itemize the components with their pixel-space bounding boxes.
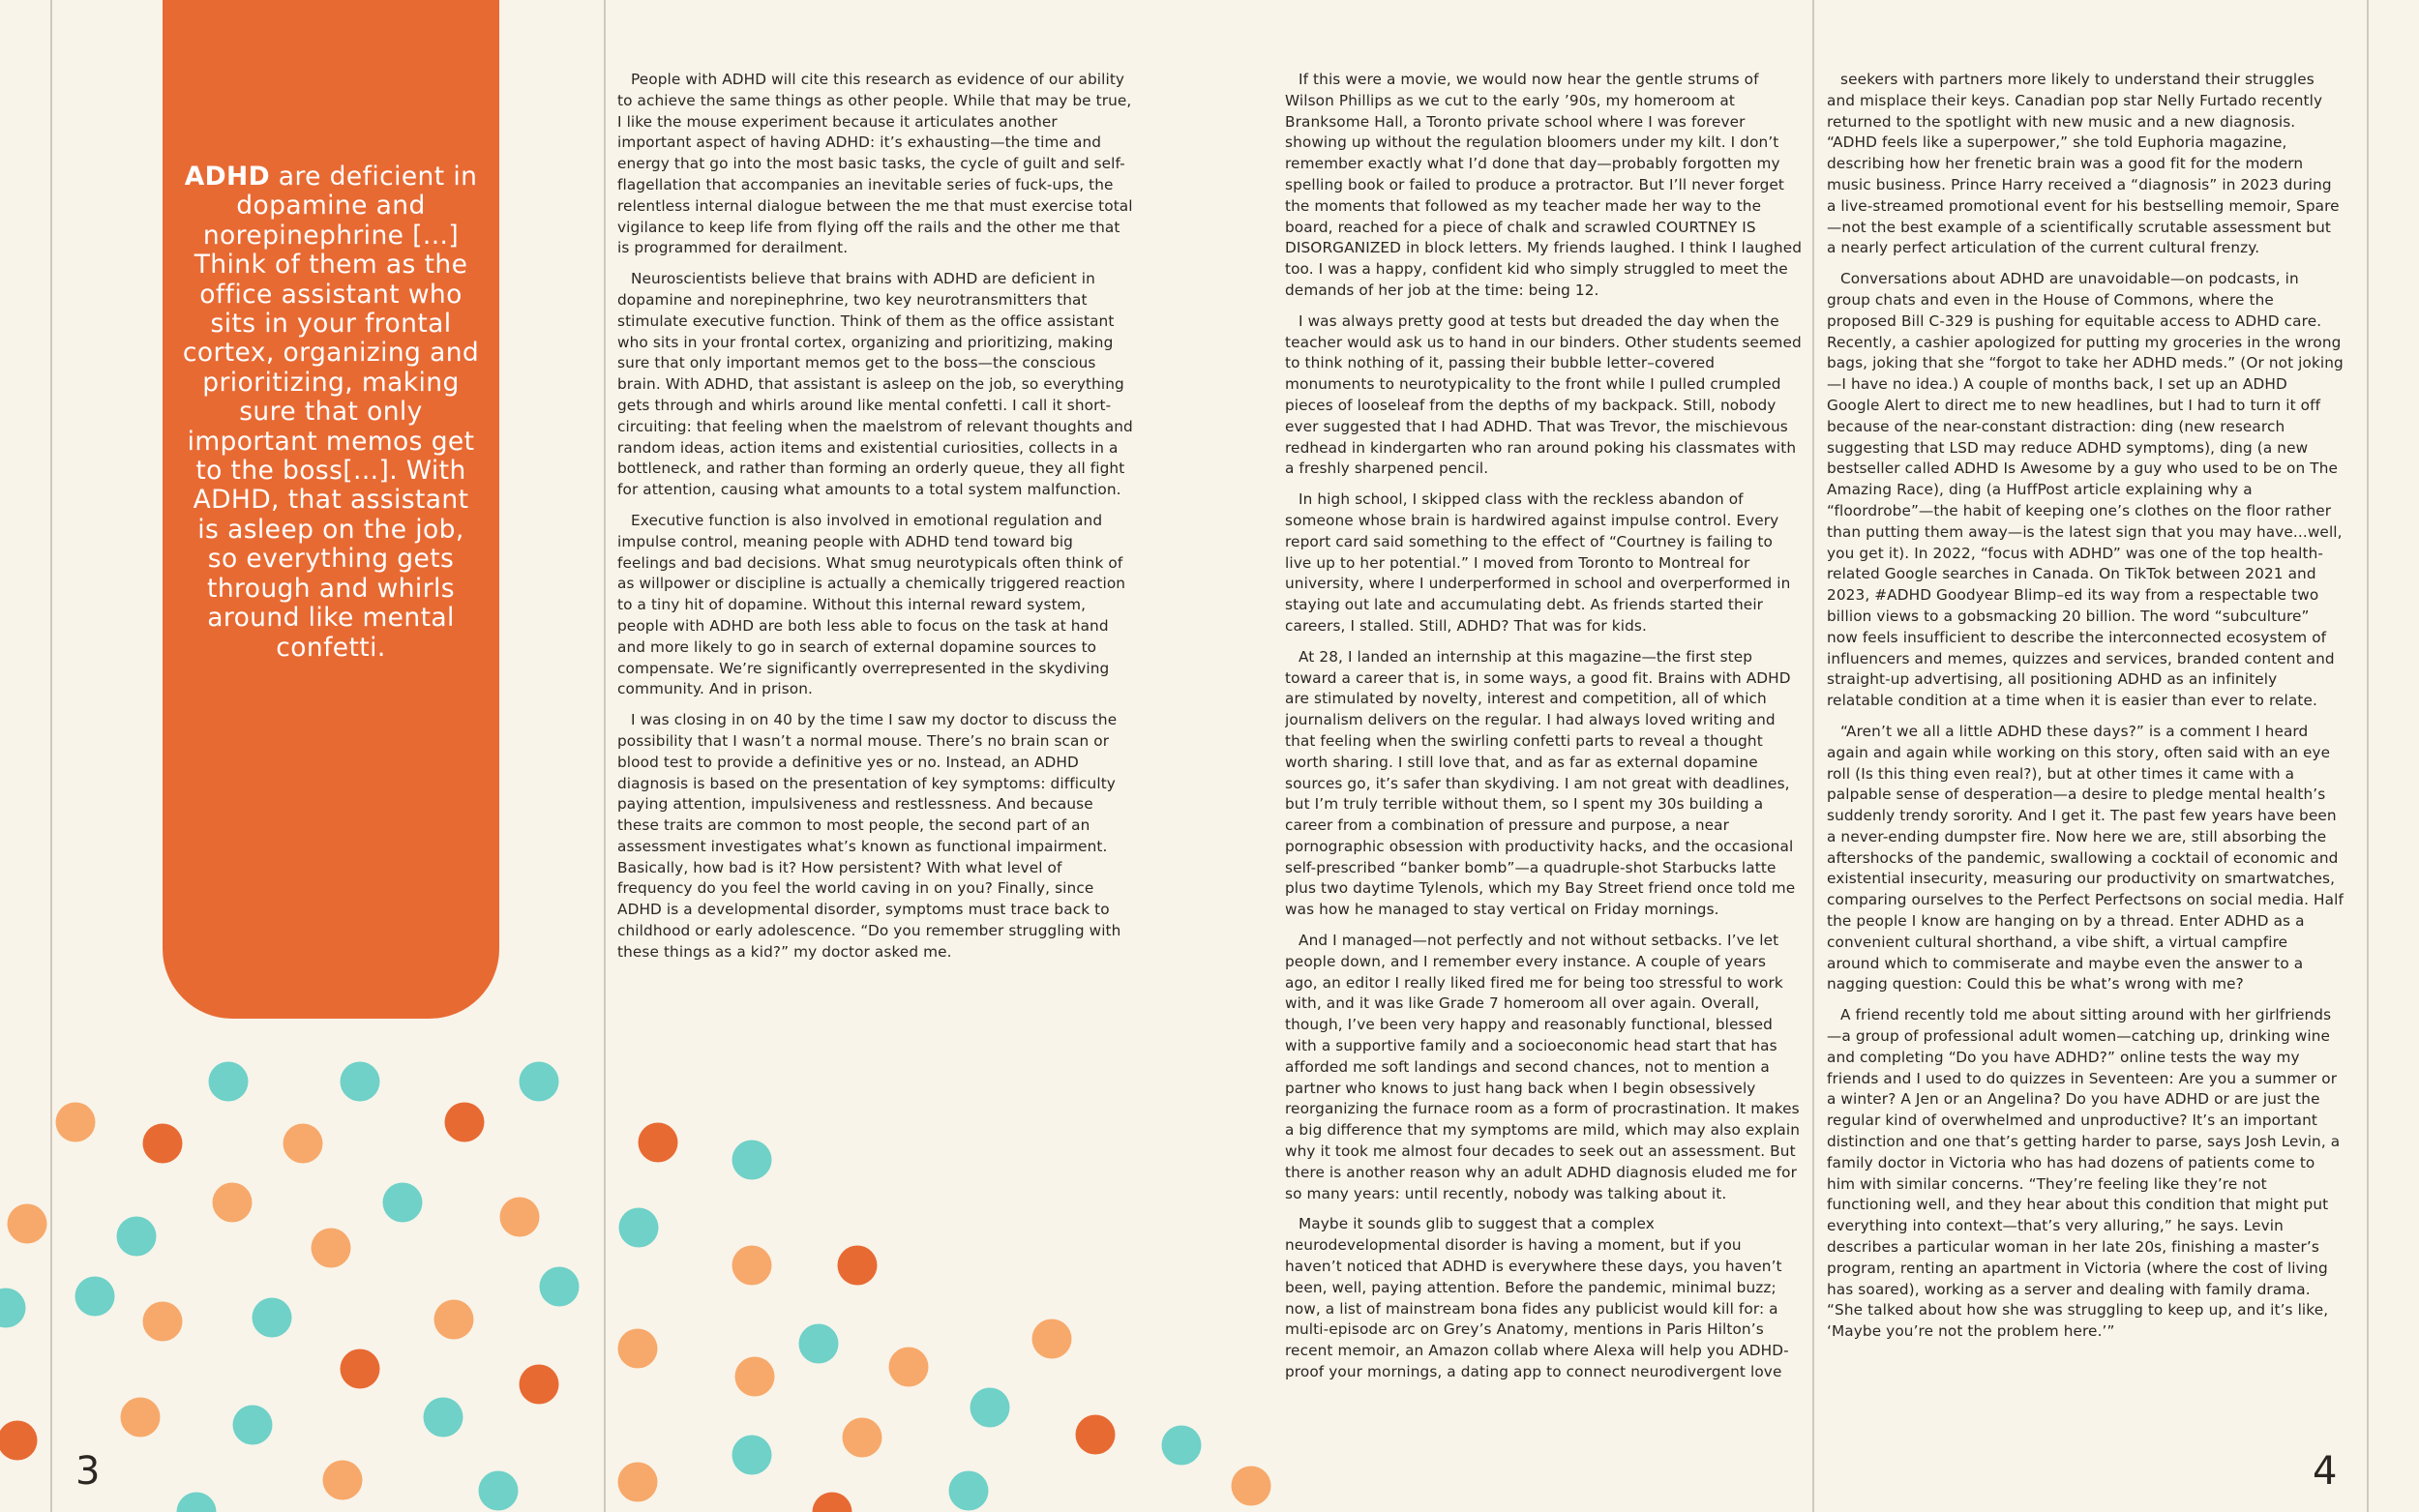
confetti-dot — [8, 1204, 47, 1244]
confetti-dot — [143, 1124, 183, 1164]
paragraph: Executive function is also involved in emotional regulation and impulse control, meaning people with ADHD tend toward big feelings and bad decisions. What smug neurotypicals often think of as willpower or discipline is actually a chemically triggered reaction to a tiny hit of dopamine. Without this internal reward system, people with ADHD are both less able to focus on the task at hand and more likely to go in search of external dopamine sources to compensate. We’re significantly overrepresented in the skydiving community. And in prison. — [617, 511, 1126, 698]
confetti-dot — [143, 1302, 183, 1342]
confetti-dot — [341, 1349, 380, 1389]
confetti-dot — [500, 1198, 540, 1237]
confetti-dot — [618, 1463, 658, 1502]
confetti-dot — [424, 1398, 463, 1438]
paragraph: A friend recently told me about sitting around with her girlfriends—a group of professional adult women—catching up, drinking wine and completing “Do you have ADHD?” online tests the way my friends and I used to do quizzes in Seventeen: Are you a summer or a winter? A Jen or an Angelina? Do you have ADHD or are just the regular kind of overwhelmed and unproductive? It’s an important distinction and one that’s getting harder to parse, says Josh Levin, a family doctor in Victoria who has had dozens of patients come to him with similar concerns. “They’re feeling like they’re not functioning well, and they hear about this condition that might put everything into context—that’s very alluring,” he says. Levin describes a particular woman in her late 20s, finishing a master’s program, renting an apartment in Victoria (where the cost of living has soared), working as a server and dealing with family drama. “She talked about how she was struggling to keep up, and it’s like, ‘Maybe you’re not the problem here.’” — [1827, 1006, 2341, 1341]
confetti-dot — [323, 1461, 363, 1500]
confetti-dot — [813, 1493, 852, 1512]
confetti-dot — [1162, 1426, 1202, 1466]
page-number-right: 4 — [2313, 1449, 2338, 1494]
pull-quote — [163, 0, 499, 1019]
paragraph: Conversations about ADHD are unavoidable—on podcasts, in group chats and even in the House of Commons, where the proposed Bill C-329 is pushing for equitable access to ADHD care. Recently, a cashier apologized for putting my groceries in the wrong bags, joking that she “forgot to take her ADHD meds.” (Or not joking—I have no idea.) A couple of months back, I set up an ADHD Google Alert to direct me to new headlines, but I had to turn it off because of the near-constant distraction: ding (new research suggesting that LSD may reduce ADHD symptoms), ding (a new bestseller called ADHD Is Awesome by a guy who used to be on The Amazing Race), ding (a HuffPost article explaining why a “floordrobe”—the habit of keeping one’s clothes on the floor rather than putting them away—is the latest sign that you may have...well, you get it). In 2022, “focus with ADHD” was one of the top health-related Google searches in Canada. On TikTok between 2021 and 2023, #ADHD Goodyear Blimp–ed its way from a respectable two billion views to a gobsmacking 20 billion. The word “subculture” now feels insufficient to describe the interconnected ecosystem of influencers and memes, quizzes and services, branded content and straight-up advertising, all positioning ADHD as an infinitely relatable condition at a time when it is easier than ever to relate. — [1827, 270, 2344, 710]
confetti-dot — [121, 1398, 161, 1438]
paragraph: Maybe it sounds glib to suggest that a complex neurodevelopmental disorder is having a moment, but if you haven’t noticed that ADHD is everywhere these days, you haven’t been, well, paying attention. Before the pandemic, minimal buzz; now, a list of mainstream bona fides any publicist would kill for: a multi-episode arc on Grey’s Anatomy, mentions in Paris Hilton’s recent memoir, an Amazon collab where Alexa will help you ADHD-proof your mornings, a dating app to connect neurodivergent love — [1285, 1215, 1789, 1381]
confetti-dot — [520, 1062, 559, 1102]
confetti-dot — [284, 1124, 323, 1164]
confetti-dot — [540, 1267, 580, 1307]
confetti-dot — [117, 1217, 157, 1257]
article-column-3 — [1827, 70, 2344, 1453]
paragraph: I was closing in on 40 by the time I saw my doctor to discuss the possibility that I wasn’t a normal mouse. There’s no brain scan or blood test to provide a definitive yes or no. Instead, an ADHD diagnosis is based on the presentation of key symptoms: difficulty paying attention, impulsiveness and restlessness. And because these traits are common to most people, the second part of an assessment investigates what’s known as functional impairment. Basically, how bad is it? How persistent? With what level of frequency do you feel the world caving in on you? Finally, since ADHD is a developmental disorder, symptoms must trace back to childhood or early adolescence. “Do you remember struggling with these things as a kid?” my doctor asked me. — [617, 711, 1121, 961]
confetti-dot — [949, 1471, 989, 1511]
confetti-dot — [434, 1300, 474, 1340]
article-column-2 — [1285, 70, 1803, 1453]
paragraph: At 28, I landed an internship at this magazine—the first step toward a career that is, in some ways, a good fit. Brains with ADHD are stimulated by novelty, interest and competition, all of which journalism delivers on the regular. I had always loved writing and that feeling when the swirling confetti parts to reveal a thought worth sharing. I still love that, and as far as external dopamine sources go, it’s safer than skydiving. I am not great with deadlines, but I’m truly terrible without them, so I spent my 30s building a career from a combination of pressure and purpose, a near pornographic obsession with productivity hacks, and the occasional self-prescribed “banker bomb”—a quadruple-shot Starbucks latte plus two daytime Tylenols, which my Bay Street friend once told me was how he managed to stay vertical on Friday mornings. — [1285, 647, 1796, 919]
confetti-dot — [0, 1421, 38, 1461]
paragraph: Neuroscientists believe that brains with ADHD are deficient in dopamine and norepinephrine, two key neurotransmitters that stimulate executive function. Think of them as the office assistant who sits in your frontal cortex, organizing and prioritizing, making sure that only important memos get to the boss—the conscious brain. With ADHD, that assistant is asleep on the job, so everything gets through and whirls around like mental confetti. I call it short-circuiting: that feeling when the maelstrom of relevant thoughts and random ideas, action items and existential curiosities, collects in a bottleneck, and rather than forming an orderly queue, they all fight for attention, causing what amounts to a total system malfunction. — [617, 270, 1133, 499]
pull-quote-text: are deficient in dopamine and norepinephrine [...] Think of them as the office assistant who sits in your frontal cortex, organizing and prioritizing, making sure that only important memos get to the boss[...]. With ADHD, that assistant is asleep on the job, so everything gets through and whirls around like mental confetti. — [182, 162, 480, 663]
confetti-dot — [520, 1365, 559, 1405]
confetti-dot — [1232, 1467, 1271, 1506]
paragraph: People with ADHD will cite this research as evidence of our ability to achieve the same things as other people. While that may be true, I like the mouse experiment because it articulates another important aspect of having ADHD: it’s exhausting—the time and energy that go into the most basic tasks, the cycle of guilt and self-flagellation that accompanies an inevitable series of fuck-ups, the relentless internal dialogue between the me that must exercise total vigilance to keep life from flying off the rails and the other me that is programmed for derailment. — [617, 71, 1133, 257]
paragraph: “Aren’t we all a little ADHD these days?” is a comment I heard again and again while working on this story, often said with an eye roll (Is this thing even real?), but at other times it came with a palpable sense of desperation—a desire to pledge mental health’s suddenly trendy sorority. And I get it. The past few years have been a never-ending dumpster fire. Now here we are, still absorbing the aftershocks of the pandemic, swallowing a cocktail of economic and existential insecurity, measuring our productivity on smartwatches, comparing ourselves to the Perfect Perfectsons on social media. Half the people I know are hanging on by a thread. Enter ADHD as a convenient cultural shorthand, a vibe shift, a virtual campfire around which to commiserate and maybe even the answer to a nagging question: Could this be what’s wrong with me? — [1827, 722, 2344, 993]
confetti-dot — [479, 1471, 519, 1511]
right-margin-rule — [2367, 0, 2369, 1512]
paragraph: If this were a movie, we would now hear the gentle strums of Wilson Phillips as we cut to the early ’90s, my homeroom at Branksome Hall, a Toronto private school where I was forever showing up without the regulation bloomers under my kilt. I don’t remember exactly what I’d done that day—probably forgotten my spelling book or failed to produce a protractor. But I’ll never forget the moments that followed as my teacher made her way to the board, reached for a piece of chalk and scrawled COURTNEY IS DISORGANIZED in block letters. My friends laughed. I think I laughed too. I was a happy, confident kid who simply struggled to meet the demands of her job at the time: being 12. — [1285, 71, 1803, 299]
page-number-left: 3 — [75, 1449, 101, 1494]
confetti-dot — [383, 1183, 423, 1223]
left-margin-rule — [50, 0, 52, 1512]
confetti-dot — [233, 1406, 273, 1445]
confetti-dot — [445, 1103, 485, 1142]
paragraph: I was always pretty good at tests but dreaded the day when the teacher would ask us to hand in our binders. Other students seemed to think nothing of it, passing their bubble letter–covered monuments to neurotypicality to the front while I pulled crumpled pieces of looseleaf from the depths of my backpack. Still, nobody ever suggested that I had ADHD. That was Trevor, the mischievous redhead in kindergarten who ran around poking his classmates with a freshly sharpened pencil. — [1285, 311, 1802, 478]
gutter-rule-left — [604, 0, 606, 1512]
confetti-dot — [0, 1289, 26, 1328]
paragraph: In high school, I skipped class with the reckless abandon of someone whose brain is hardwired against impulse control. Every report card said something to the effect of “Courtney is failing to live up to her potential.” I moved from Toronto to Montreal for university, where I underperformed in school and overperformed in staying out late and accumulating debt. As friends started their careers, I stalled. Still, ADHD? That was for kids. — [1285, 490, 1791, 635]
confetti-dot — [341, 1062, 380, 1102]
paragraph: seekers with partners more likely to understand their struggles and misplace their keys. Canadian pop star Nelly Furtado recently returned to the spotlight with new music and a new diagnosis. “ADHD feels like a superpower,” she told Euphoria magazine, describing how her frenetic brain was a good fit for the modern music business. Prince Harry received a “diagnosis” in 2023 during a live-streamed promotional event for his bestselling memoir, Spare—not the best example of a scientifically scrutable assessment but a nearly perfect articulation of the current cultural frenzy. — [1827, 71, 2340, 257]
pull-quote-lead: ADHD — [184, 162, 270, 192]
article-column-1 — [617, 70, 1135, 1453]
confetti-dot — [312, 1229, 351, 1268]
confetti-dot — [75, 1277, 115, 1317]
confetti-dot — [209, 1062, 249, 1102]
gutter-rule-right — [1812, 0, 1814, 1512]
paragraph: And I managed—not perfectly and not without setbacks. I’ve let people down, and I remember every instance. A couple of years ago, an editor I really liked fired me for being too stressful to work with, and it was like Grade 7 homeroom all over again. Overall, though, I’ve been very happy and reasonably functional, blessed with a supportive family and a socioeconomic head start that has afforded me soft landings and second chances, not to mention a partner who knows to just hang back when I begin obsessively reorganizing the furnace room as a form of procrastination. It makes a big difference that my symptoms are mild, which may also explain why it took me almost four decades to seek out an assessment. But there is another reason why an adult ADHD diagnosis eluded me for so many years: until recently, nobody was talking about it. — [1285, 932, 1801, 1202]
confetti-dot — [253, 1298, 292, 1338]
confetti-dot — [56, 1103, 96, 1142]
confetti-dot — [213, 1183, 253, 1223]
confetti-dot — [177, 1493, 217, 1512]
